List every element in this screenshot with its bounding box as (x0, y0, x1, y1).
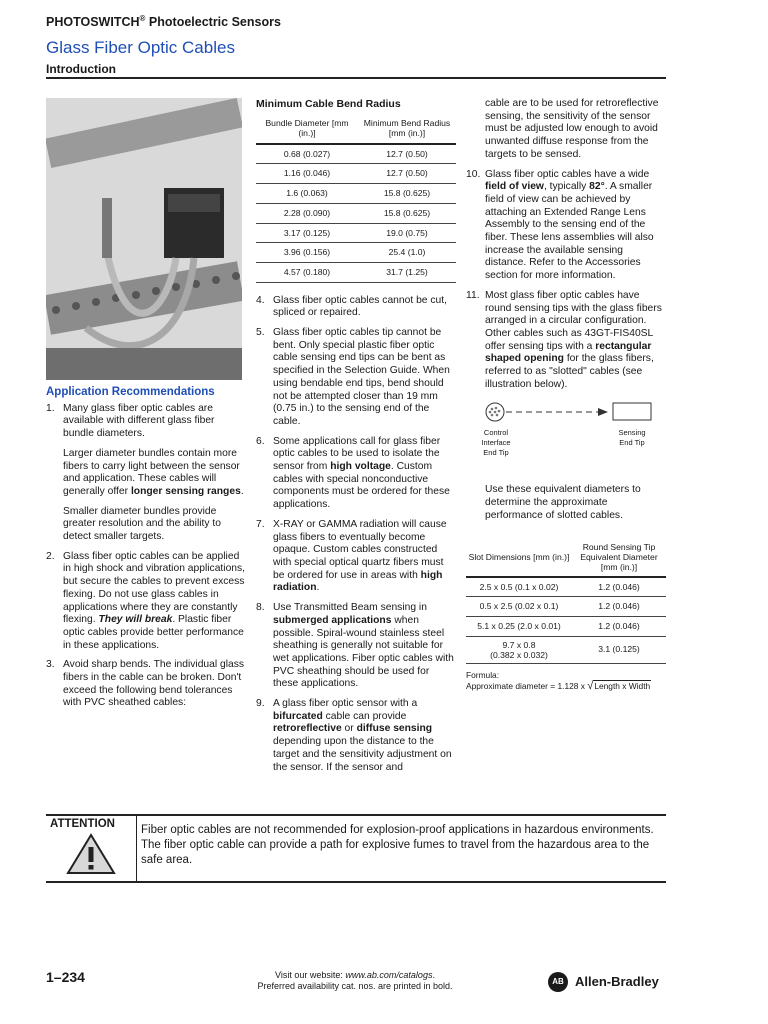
table-row: 0.68 (0.027) 12.7 (0.50) (256, 144, 456, 164)
bend-table-title: Minimum Cable Bend Radius (256, 98, 401, 110)
page-title: Glass Fiber Optic Cables (46, 38, 235, 57)
bend-radius-table (256, 115, 456, 283)
column-middle (256, 98, 456, 781)
page-number: 1–234 (46, 969, 85, 985)
registered-mark: ® (139, 14, 146, 23)
slot-equivalent-table (466, 539, 666, 664)
brand-name: PHOTOSWITCH (46, 15, 140, 30)
list-item: 7. X-RAY or GAMMA radiation will cause glass fibers to eventually become opaque. Custom cables constructed with special optical quartz fibers must be ordered for use in areas with high radiation. (256, 518, 447, 594)
brand-line (46, 14, 281, 29)
column-right (466, 98, 666, 692)
list-item: 6. Some applications call for glass fiber optic cables to be used to isolate the sensor from high voltage. Custom cables with special nonconductive components must be ordered for these applications. (256, 435, 450, 511)
list-item: 8. Use Transmitted Beam sensing in submerged applications when possible. Spiral-wound stainless steel sheathing is generally not suitable for wet applications. Fiber optic cables with PVC sheathing should be used for these applications. (256, 602, 454, 690)
list-item: 2. Glass fiber optic cables can be applied in high shock and vibration applications, but secure the cables to prevent excess flexing. Do not use glass cables in applications where they are constantly flexing. They will break. Plastic fiber optic cables provide better performance in these applications. (46, 550, 246, 651)
footer-note: Visit our website: www.ab.com/catalogs. Preferred availability cat. nos. are printed in bold. (257, 970, 453, 991)
table-row: 2.28 (0.090) 15.8 (0.625) (256, 203, 456, 223)
list-item: 11. Most glass fiber optic cables have round sensing tips with the glass fibers arranged in a circular configuration. Other cables such as 43GT-FIS40SL offer sensing tips with a rectangular shaped opening for the glass fibers, referred to as "slotted" cables (see illustration below). (466, 289, 662, 390)
list-item-continuation: cable are to be used for retroreflective sensing, the sensitivity of the sensor must be adjusted low enough to avoid unwanted diffuse response from the targets to be sensed. (485, 98, 659, 160)
page-subtitle: Introduction (46, 62, 116, 76)
list-item: 9. A glass fiber optic sensor with a bifurcated cable can provide retroreflective or diffuse sensing depending upon the distance to the target and the sensitivity adjustment on the sensor. If the sensor and (256, 698, 452, 773)
equivalent-diameter-text: Use these equivalent diameters to determine the approximate performance of slotted cables. (485, 484, 641, 521)
list-item: 3. Avoid sharp bends. The individual glass fibers in the cable can be broken. Don't exceed the following bend tolerances with PVC sheathed cables: (46, 659, 245, 709)
allen-bradley-logo: AB (548, 972, 568, 992)
control-end-label: Control Interface End Tip (481, 428, 511, 458)
attention-divider (136, 816, 137, 881)
list-item-paragraph: Larger diameter bundles contain more fibers to carry light between the sensor and application. These cables will generally offer longer sensing ranges. (63, 447, 244, 497)
list-item: 4. Glass fiber optic cables cannot be cut, spliced or repaired. (256, 294, 447, 319)
footer-brand: Allen-Bradley (575, 974, 659, 989)
list-item-paragraph: Smaller diameter bundles provide greater resolution and the ability to detect smaller targets. (63, 505, 221, 543)
table-row: 4.57 (0.180) 31.7 (1.25) (256, 262, 456, 282)
sensor-photo (46, 98, 242, 380)
formula: Formula: Approximate diameter = 1.128 x √Length x Width (466, 669, 651, 692)
table-row: 9.7 x 0.8 (0.382 x 0.032) 3.1 (0.125) (466, 636, 666, 663)
table-row: 1.16 (0.046) 12.7 (0.50) (256, 164, 456, 184)
list-item: 5. Glass fiber optic cables tip cannot be bent. Only special plastic fiber optic cable sensing end tips can be bent as specified in the Selection Guide. When using bendable end tips, bend should not be attempted closer than 19 mm (0.75 in.) to the sensing end of the cable. (256, 327, 450, 427)
table-row: 5.1 x 0.25 (2.0 x 0.01) 1.2 (0.046) (466, 616, 666, 636)
table-row: 0.5 x 2.5 (0.02 x 0.1) 1.2 (0.046) (466, 597, 666, 617)
table-header-row (256, 115, 456, 144)
column-header: Slot Dimensions [mm (in.)] (466, 539, 572, 577)
section-heading: Application Recommendations (46, 386, 215, 398)
table-row: 1.6 (0.063) 15.8 (0.625) (256, 184, 456, 204)
list-item: 10. Glass fiber optic cables have a wide field of view, typically 82°. A smaller field of view can be achieved by attaching an Extended Range Lens Assembly to the sensing end of the fiber. These lens assemblies will also increase the available sensing distance. Refer to the Accessories section for more information. (466, 168, 654, 282)
attention-text: Fiber optic cables are not recommended for explosion-proof applications in hazardous environments. The fiber optic cable can provide a path for explosive fumes to travel from the hazardous area to the safe area. (141, 824, 654, 866)
brand-suffix: Photoelectric Sensors (148, 15, 281, 30)
table-header-row (466, 539, 666, 577)
column-header: Bundle Diameter [mm (in.)] (256, 115, 358, 144)
sensing-end-label: Sensing End Tip (618, 428, 646, 448)
column-header: Round Sensing Tip Equivalent Diameter [mm (in.)] (572, 539, 666, 577)
column-header: Minimum Bend Radius [mm (in.)] (358, 115, 456, 144)
column-left (46, 386, 246, 717)
warning-triangle-icon (66, 833, 116, 880)
table-row: 3.96 (0.156) 25.4 (1.0) (256, 243, 456, 263)
list-item: 1. Many glass fiber optic cables are available with different glass fiber bundle diameters. (46, 402, 215, 440)
slotted-cable-illustration (466, 398, 666, 464)
attention-rule-bottom (46, 881, 666, 883)
attention-label: ATTENTION (50, 818, 115, 830)
table-row: 2.5 x 0.5 (0.1 x 0.02) 1.2 (0.046) (466, 577, 666, 597)
header-rule (46, 77, 666, 79)
cable-diagram (466, 398, 666, 428)
website-link[interactable]: www.ab.com/catalogs (345, 970, 433, 980)
attention-rule-top (46, 814, 666, 816)
table-row: 3.17 (0.125) 19.0 (0.75) (256, 223, 456, 243)
